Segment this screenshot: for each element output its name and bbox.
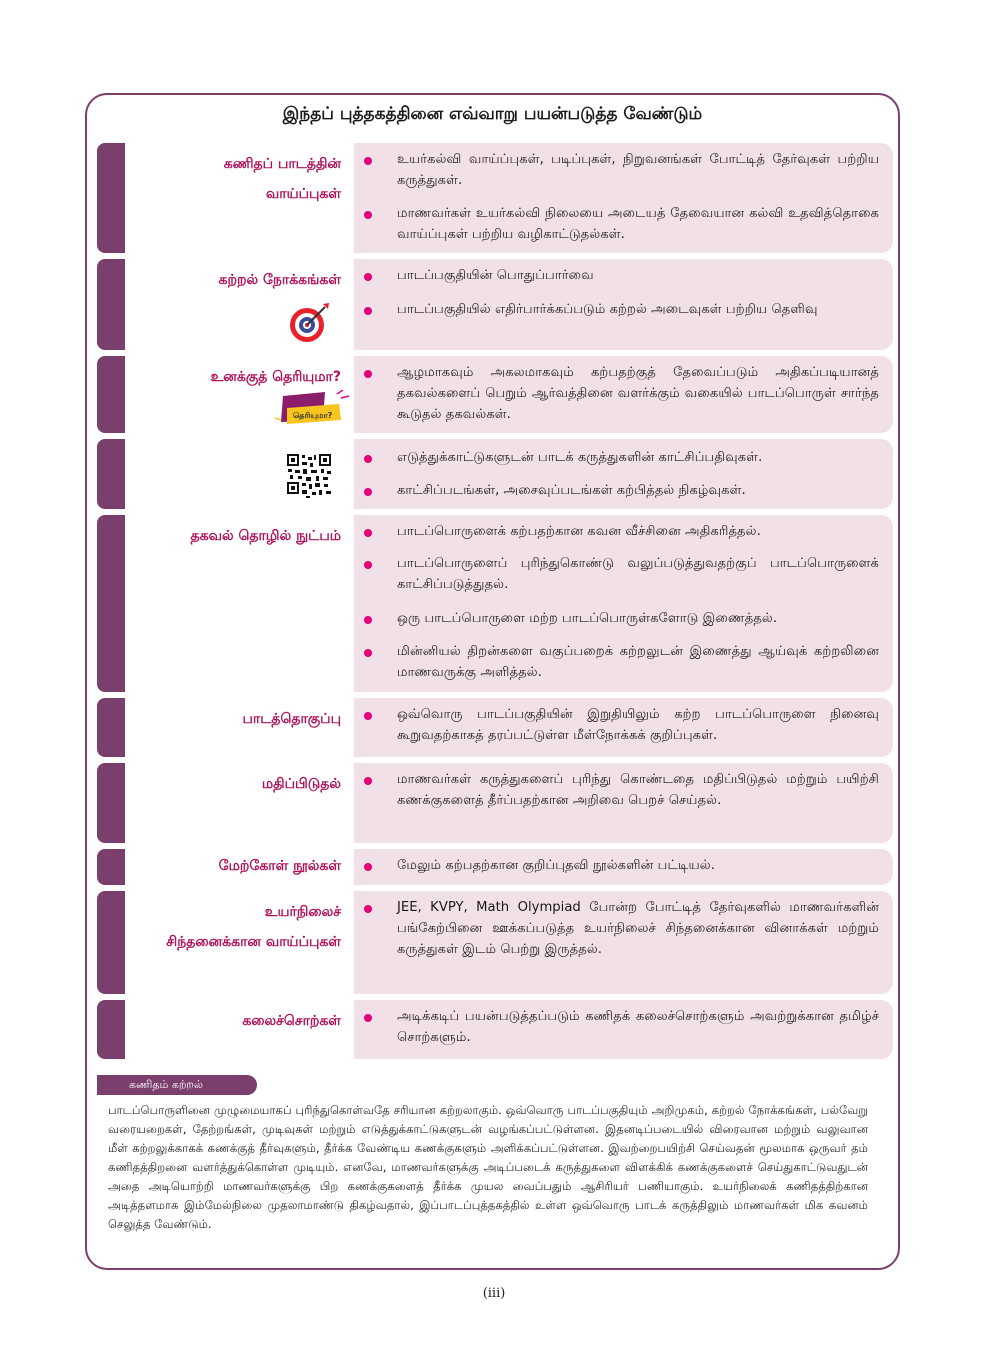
row-item: ஒவ்வொரு பாடப்பகுதியின் இறுதியிலும் கற்ற பாடப்பொருளை நினைவு கூறுவதற்காகத் தரப்பட்டுள்ள மீள்நோக்கக் குறிப்புகள். [397,707,879,743]
row-tab [97,143,125,253]
do-you-know-badge [273,390,353,430]
bullet [364,455,372,463]
row-item: மாணவர்கள் கருத்துகளைப் புரிந்து கொண்டதை மதிப்பிடுதல் மற்றும் பயிற்சி கணக்குகளைத் தீர்ப்பதற்கான அறிவை பெறச் செய்தல். [397,772,879,808]
row-item: பாடப்பொருளைக் கற்பதற்கான கவன வீச்சினை அதிகரித்தல். [397,524,761,539]
bullet [364,561,372,569]
row-label: மேற்கோள் நூல்கள் [218,858,341,874]
row-evaluation [97,763,893,843]
badge-text: தெரியுமா? [293,411,333,420]
row-tab [97,891,125,994]
row-item: உயர்கல்வி வாய்ப்புகள், படிப்புகள், நிறுவனங்கள் போட்டித் தேர்வுகள் பற்றிய கருத்துகள். [397,152,879,188]
bullet [364,488,372,496]
row-item: காட்சிப்படங்கள், அசைவுப்படங்கள் கற்பித்தல் நிகழ்வுகள். [397,483,746,498]
row-qr [97,439,893,509]
bullet [364,370,372,378]
row-label: கற்றல் நோக்கங்கள் [218,272,341,288]
bullet [364,211,372,219]
row-label: கலைச்சொற்கள் [242,1013,341,1029]
row-ict [97,515,893,692]
page-number: (iii) [482,1286,506,1301]
row-summary [97,698,893,757]
row-item: ஒரு பாடப்பொருளை மற்ற பாடப்பொருள்களோடு இணைத்தல். [397,611,778,626]
row-glossary [97,1000,893,1059]
row-label: கணிதப் பாடத்தின் வாய்ப்புகள் [223,156,341,202]
row-label: பாடத்தொகுப்பு [242,711,341,727]
row-item: பாடப்பகுதியில் எதிர்பார்க்கப்படும் கற்றல் அடைவுகள் பற்றிய தெளிவு [397,302,818,317]
row-scope [97,143,893,253]
row-label: உயர்நிலைச் சிந்தனைக்கான வாய்ப்புகள் [166,904,341,950]
row-item: மேலும் கற்பதற்கான குறிப்புதவி நூல்களின் பட்டியல். [397,858,715,873]
row-tab [97,439,125,509]
bullet [364,1014,372,1022]
bullet [364,307,372,315]
bullet [364,529,372,537]
bullet [364,157,372,165]
row-label: உனக்குத் தெரியுமா? [210,369,341,385]
bullet [364,712,372,720]
row-item: மின்னியல் திறன்களை வகுப்பறைக் கற்றலுடன் இணைத்து ஆய்வுக் கற்றலினை மாணவருக்கு அளித்தல். [397,644,879,680]
row-item: பாடப்பகுதியின் பொதுப்பார்வை [397,268,594,283]
row-higher-order [97,891,893,994]
bullet [364,905,372,913]
bullet [364,777,372,785]
bullet [364,273,372,281]
row-references [97,849,893,885]
row-item: பாடப்பொருளைப் புரிந்துகொண்டு வலுப்படுத்துவதற்குப் பாடப்பொருளைக் காட்சிப்படுத்துதல். [397,556,879,592]
row-item: அடிக்கடிப் பயன்படுத்தப்படும் கணிதக் கலைச்சொற்களும் அவற்றுக்கான தமிழ்ச் சொற்களும். [397,1009,879,1045]
row-item: மாணவர்கள் உயர்கல்வி நிலையை அடையத் தேவையான கல்வி உதவித்தொகை வாய்ப்புகள் பற்றிய வழிகாட்டுதல்கள். [397,206,879,242]
bullet [364,863,372,871]
qr-code-icon [286,453,332,499]
page-title: இந்தப் புத்தகத்தினை எவ்வாறு பயன்படுத்த வேண்டும் [282,104,703,124]
row-label: தகவல் தொழில் நுட்பம் [190,528,341,544]
target-icon [287,301,331,345]
row-item: ஆழமாகவும் அகலமாகவும் கற்பதற்குத் தேவைப்படும் அதிகப்படியானத் தகவல்களைப் பெறும் ஆர்வத்தினை வளர்க்கும் வகையில் பாடப்பொருள் சார்ந்த கூடுதல் தகவல்கள். [397,365,879,422]
learning-tag: கணிதம் கற்றல் [97,1075,257,1095]
bullet [364,616,372,624]
row-item: எடுத்துக்காட்டுகளுடன் பாடக் கருத்துகளின் காட்சிப்பதிவுகள். [397,450,763,465]
row-item: JEE, KVPY, Math Olympiad போன்ற போட்டித் தேர்வுகளில் மாணவர்களின் பங்கேற்பினை ஊக்கப்படுத்த உயர்நிலைச் சிந்தனைக்கான வினாக்கள் மற்றும் கருத்துகள் இடம் பெற்று இருத்தல். [397,900,879,957]
row-do-you-know [97,356,893,433]
bullet [364,649,372,657]
row-learning-objectives [97,259,893,350]
row-label: மதிப்பிடுதல் [261,776,341,792]
learning-paragraph: பாடப்பொருளினை முழுமையாகப் புரிந்துகொள்வதே சரியான கற்றலாகும். ஒவ்வொரு பாடப்பகுதியும் அறிமுகம், கற்றல் நோக்கங்கள், பல்வேறு வரையறைகள், தேற்றங்கள், முடிவுகள் மற்றும் எடுத்துக்காட்டுகளுடன் வழங்கப்பட்டுள்ளன. இதனடிப்படையில் விரைவான மற்றும் வலுவான மீள் கற்றலுக்காகக் கணக்குத் தீர்வுகளும், தீர்க்க வேண்டிய கணக்குகளும் அளிக்கப்பட்டுள்ளன. இவற்றைபயிற்சி செய்வதன் மூலமாக ஒருவர் தம் கணிதத்திறனை வளர்த்துக்கொள்ள முடியும். எனவே, மாணவர்களுக்கு அடிப்படைக் கருத்துகளை விளக்கிக் கணக்குகளைச் செய்துகாட்டுவதுடன் அதை அடியொற்றி மாணவர்களுக்கு பிற கணக்குகளைத் தீர்க்க முயல வைப்பதும் ஆசிரியர் பணியாகும். உயர்நிலைக் கணிதத்திற்கான அடித்தளமாக இம்மேல்நிலை முதலாமாண்டு திகழ்வதால், இப்பாடப்புத்தகத்தில் உள்ள ஒவ்வொரு பாடக் கருத்திலும் மாணவர்கள் மிக கவனம் செலுத்த வேண்டும். [108,1103,868,1231]
